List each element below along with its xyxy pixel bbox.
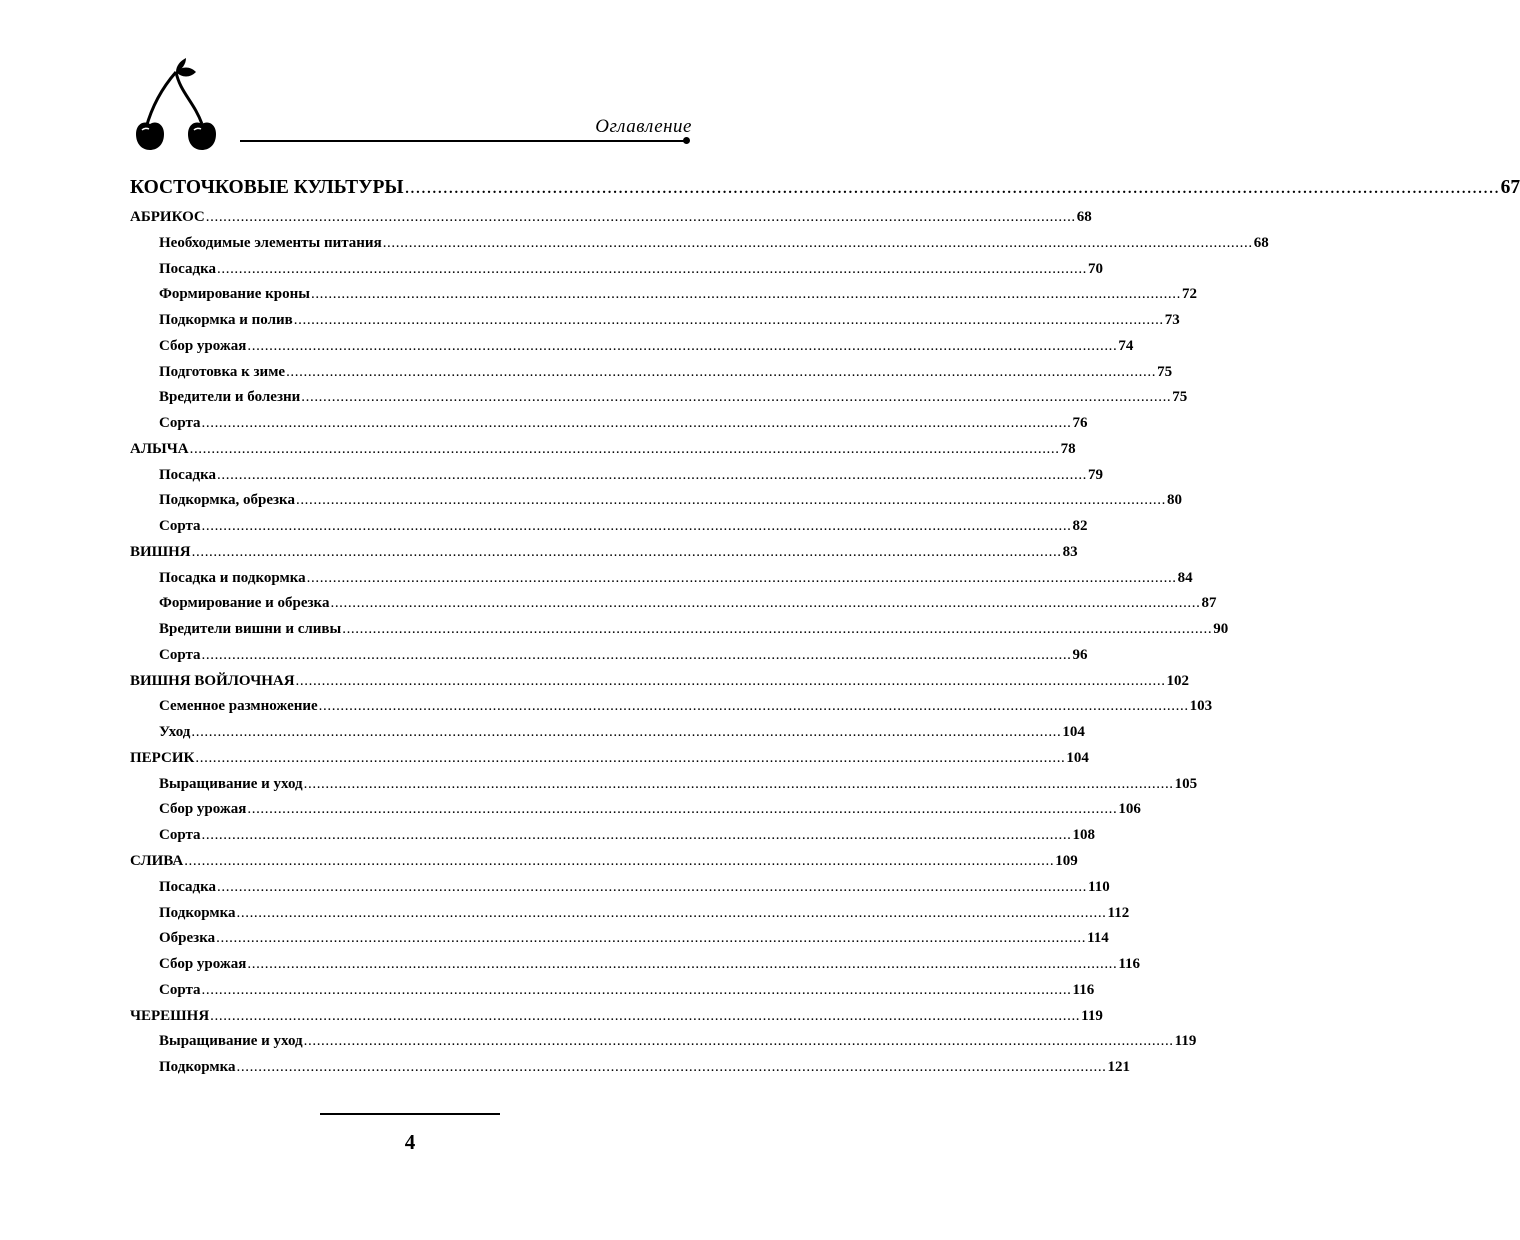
toc-page: 105 bbox=[1174, 775, 1198, 792]
dot-leader: ........................................................................................................................................................................................................ bbox=[293, 312, 1164, 329]
toc-page: 116 bbox=[1072, 981, 1095, 998]
toc-page: 96 bbox=[1072, 646, 1088, 663]
dot-leader: ........................................................................................................................................................................................................ bbox=[295, 672, 1166, 689]
toc-subsection[interactable] bbox=[159, 722, 1085, 742]
toc-page: 121 bbox=[1107, 1059, 1131, 1076]
toc-label: ПЕРСИК bbox=[130, 749, 195, 766]
toc-subsection[interactable] bbox=[159, 825, 1096, 845]
toc-subsection[interactable] bbox=[159, 877, 1110, 897]
toc-page: 73 bbox=[1164, 312, 1180, 329]
dot-leader: ........................................................................................................................................................................................................ bbox=[201, 646, 1072, 663]
dot-leader: ........................................................................................................................................................................................................ bbox=[210, 1007, 1081, 1024]
toc-subsection[interactable] bbox=[159, 516, 1088, 536]
toc-label: АБРИКОС bbox=[130, 209, 205, 225]
dot-leader: ........................................................................................................................................................................................................ bbox=[301, 389, 1172, 406]
toc-page: 75 bbox=[1157, 363, 1173, 380]
dot-leader: ........................................................................................................................................................................................................ bbox=[217, 260, 1088, 277]
dot-leader: ........................................................................................................................................................................................................ bbox=[303, 775, 1174, 792]
toc-label: Необходимые элементы питания bbox=[159, 234, 382, 251]
dot-leader: ........................................................................................................................................................................................................ bbox=[217, 466, 1088, 483]
toc-label: Вредители и болезни bbox=[159, 389, 301, 406]
toc-label: АЛЫЧА bbox=[130, 440, 189, 457]
toc-label: ВИШНЯ bbox=[130, 543, 191, 560]
dot-leader: ........................................................................................................................................................................................................ bbox=[216, 930, 1087, 947]
cherry-logo-icon bbox=[132, 58, 224, 150]
toc-page: 116 bbox=[1118, 956, 1141, 973]
toc-page: 84 bbox=[1177, 569, 1193, 586]
toc-label: Подкормка bbox=[159, 904, 236, 921]
toc-label: Подкормка и полив bbox=[159, 312, 293, 329]
toc-subsection[interactable] bbox=[159, 465, 1104, 485]
dot-leader: ........................................................................................................................................................................................................ bbox=[247, 956, 1118, 973]
toc-page: 108 bbox=[1072, 827, 1096, 844]
toc-page: 83 bbox=[1062, 543, 1078, 560]
toc-page: 104 bbox=[1066, 749, 1089, 766]
dot-leader: ........................................................................................................................................................................................................ bbox=[303, 1033, 1174, 1050]
toc-section[interactable] bbox=[130, 671, 1190, 691]
toc-subsection[interactable] bbox=[159, 1057, 1131, 1077]
footer-divider bbox=[320, 1113, 500, 1115]
header-divider bbox=[240, 140, 686, 142]
toc-label: Выращивание и уход bbox=[159, 775, 303, 792]
toc-page: 106 bbox=[1118, 801, 1141, 818]
toc-label: Посадка и подкормка bbox=[159, 569, 306, 586]
toc-page: 102 bbox=[1166, 672, 1190, 689]
toc-section[interactable] bbox=[130, 851, 1078, 871]
dot-leader: ........................................................................................................................................................................................................ bbox=[306, 569, 1177, 586]
toc-page: 119 bbox=[1081, 1007, 1103, 1024]
dot-leader: ........................................................................................................................................................................................................ bbox=[247, 801, 1118, 818]
dot-leader: ........................................................................................................................................................................................................ bbox=[236, 1059, 1107, 1076]
toc-subsection[interactable] bbox=[159, 336, 1134, 356]
toc-label: Подкормка bbox=[159, 1059, 236, 1076]
toc-subsection[interactable] bbox=[159, 387, 1188, 407]
dot-leader: ........................................................................................................................................................................................................ bbox=[330, 595, 1201, 612]
page-number: 4 bbox=[404, 1130, 416, 1154]
toc-subsection[interactable] bbox=[159, 980, 1095, 1000]
toc-page: 74 bbox=[1118, 337, 1134, 354]
toc-page: 68 bbox=[1076, 209, 1092, 225]
dot-leader: ........................................................................................................................................................................................................ bbox=[201, 518, 1072, 535]
toc-label: ЧЕРЕШНЯ bbox=[130, 1007, 210, 1024]
toc-subsection[interactable] bbox=[159, 310, 1180, 330]
toc-label: Выращивание и уход bbox=[159, 1033, 303, 1050]
toc-label: Сорта bbox=[159, 827, 201, 844]
toc-label: Подкормка, обрезка bbox=[159, 492, 295, 509]
toc-page: 119 bbox=[1174, 1033, 1197, 1050]
header-divider-dot bbox=[683, 137, 690, 144]
toc-label: Подготовка к зиме bbox=[159, 363, 286, 380]
toc-page: 68 bbox=[1253, 234, 1269, 251]
toc-label: Сбор урожая bbox=[159, 337, 247, 354]
toc-main-heading[interactable] bbox=[130, 176, 1520, 200]
toc-page: 78 bbox=[1060, 440, 1076, 457]
toc-subsection[interactable] bbox=[159, 696, 1213, 716]
toc-subsection[interactable] bbox=[159, 799, 1141, 819]
dot-leader: ........................................................................................................................................................................................................ bbox=[191, 724, 1062, 741]
toc-page: 80 bbox=[1166, 492, 1182, 509]
toc-section[interactable] bbox=[130, 207, 1092, 227]
toc-page: 103 bbox=[1189, 698, 1213, 715]
toc-page: 87 bbox=[1201, 595, 1217, 612]
toc-section[interactable] bbox=[130, 542, 1078, 562]
toc-subsection[interactable] bbox=[159, 928, 1109, 948]
toc-subsection[interactable] bbox=[159, 284, 1197, 304]
dot-leader: ........................................................................................................................................................................................................ bbox=[195, 749, 1066, 766]
toc-subsection[interactable] bbox=[159, 954, 1141, 974]
toc-section[interactable] bbox=[130, 1006, 1103, 1026]
dot-leader: ........................................................................................................................................................................................................ bbox=[318, 698, 1189, 715]
toc-label: Вредители вишни и сливы bbox=[159, 621, 342, 638]
dot-leader: ........................................................................................................................................................................................................ bbox=[201, 827, 1072, 844]
dot-leader: ........................................................................................................................................................................................................ bbox=[382, 234, 1253, 251]
toc-page: 90 bbox=[1213, 621, 1229, 638]
toc-section[interactable] bbox=[130, 439, 1076, 459]
toc-page: 76 bbox=[1072, 415, 1088, 432]
toc-label: Формирование и обрезка bbox=[159, 595, 330, 612]
toc-subsection[interactable] bbox=[159, 619, 1229, 639]
toc-page: 112 bbox=[1107, 904, 1130, 921]
toc-label: Сорта bbox=[159, 518, 201, 535]
toc-page: 72 bbox=[1181, 286, 1197, 303]
toc-label: СЛИВА bbox=[130, 853, 184, 869]
toc-page: 109 bbox=[1055, 853, 1078, 869]
toc-page: 110 bbox=[1088, 878, 1110, 895]
section-title: Оглавление bbox=[595, 116, 692, 137]
dot-leader: ........................................................................................................................................................................................................ bbox=[184, 853, 1055, 869]
toc-label: Уход bbox=[159, 724, 191, 741]
toc-page: 67 bbox=[1500, 177, 1520, 198]
toc-subsection[interactable] bbox=[159, 233, 1269, 253]
dot-leader: ........................................................................................................................................................................................................ bbox=[217, 878, 1088, 895]
dot-leader: ........................................................................................................................................................................................................ bbox=[189, 440, 1060, 457]
dot-leader: ........................................................................................................................................................................................................ bbox=[205, 209, 1076, 225]
toc-label: Сорта bbox=[159, 981, 201, 998]
toc-page: 82 bbox=[1072, 518, 1088, 535]
toc-label: Сорта bbox=[159, 646, 201, 663]
toc-subsection[interactable] bbox=[159, 259, 1104, 279]
toc-label: КОСТОЧКОВЫЕ КУЛЬТУРЫ bbox=[130, 177, 404, 198]
toc-label: Сбор урожая bbox=[159, 801, 247, 818]
toc-subsection[interactable] bbox=[159, 413, 1088, 433]
toc-subsection[interactable] bbox=[159, 645, 1088, 665]
toc-page: 114 bbox=[1087, 930, 1109, 947]
toc-subsection[interactable] bbox=[159, 362, 1173, 382]
toc-page: 70 bbox=[1088, 260, 1104, 277]
toc-label: Посадка bbox=[159, 878, 217, 895]
toc-label: Посадка bbox=[159, 260, 217, 277]
toc-subsection[interactable] bbox=[159, 490, 1182, 510]
dot-leader: ........................................................................................................................................................................................................ bbox=[342, 621, 1213, 638]
dot-leader: ........................................................................................................................................................................................................ bbox=[286, 363, 1157, 380]
dot-leader: ........................................................................................................................................................................................................ bbox=[310, 286, 1181, 303]
toc-subsection[interactable] bbox=[159, 568, 1193, 588]
toc-label: Сорта bbox=[159, 415, 201, 432]
toc-label: ВИШНЯ ВОЙЛОЧНАЯ bbox=[130, 672, 295, 689]
dot-leader: ........................................................................................................................................................................................................ bbox=[236, 904, 1107, 921]
toc-label: Семенное размножение bbox=[159, 698, 318, 715]
toc-label: Формирование кроны bbox=[159, 286, 310, 303]
toc-page: 79 bbox=[1088, 466, 1104, 483]
dot-leader: ........................................................................................................................................................................................................ bbox=[247, 337, 1118, 354]
dot-leader: ........................................................................................................................................................................................................ bbox=[295, 492, 1166, 509]
dot-leader: ........................................................................................................................................................................................................ bbox=[201, 415, 1072, 432]
dot-leader: ........................................................................................................................................................................................................ bbox=[201, 981, 1072, 998]
toc-label: Сбор урожая bbox=[159, 956, 247, 973]
toc-label: Обрезка bbox=[159, 930, 216, 947]
toc-subsection[interactable] bbox=[159, 903, 1130, 923]
toc-subsection[interactable] bbox=[159, 1031, 1197, 1051]
dot-leader: ........................................................................................................................................................................................................ bbox=[191, 543, 1062, 560]
dot-leader: ........................................................................................................................................................................................................ bbox=[404, 177, 1500, 198]
toc-page: 104 bbox=[1062, 724, 1085, 741]
toc-section[interactable] bbox=[130, 748, 1089, 768]
toc-subsection[interactable] bbox=[159, 593, 1217, 613]
toc-page: 75 bbox=[1172, 389, 1188, 406]
toc-label: Посадка bbox=[159, 466, 217, 483]
toc-subsection[interactable] bbox=[159, 774, 1198, 794]
